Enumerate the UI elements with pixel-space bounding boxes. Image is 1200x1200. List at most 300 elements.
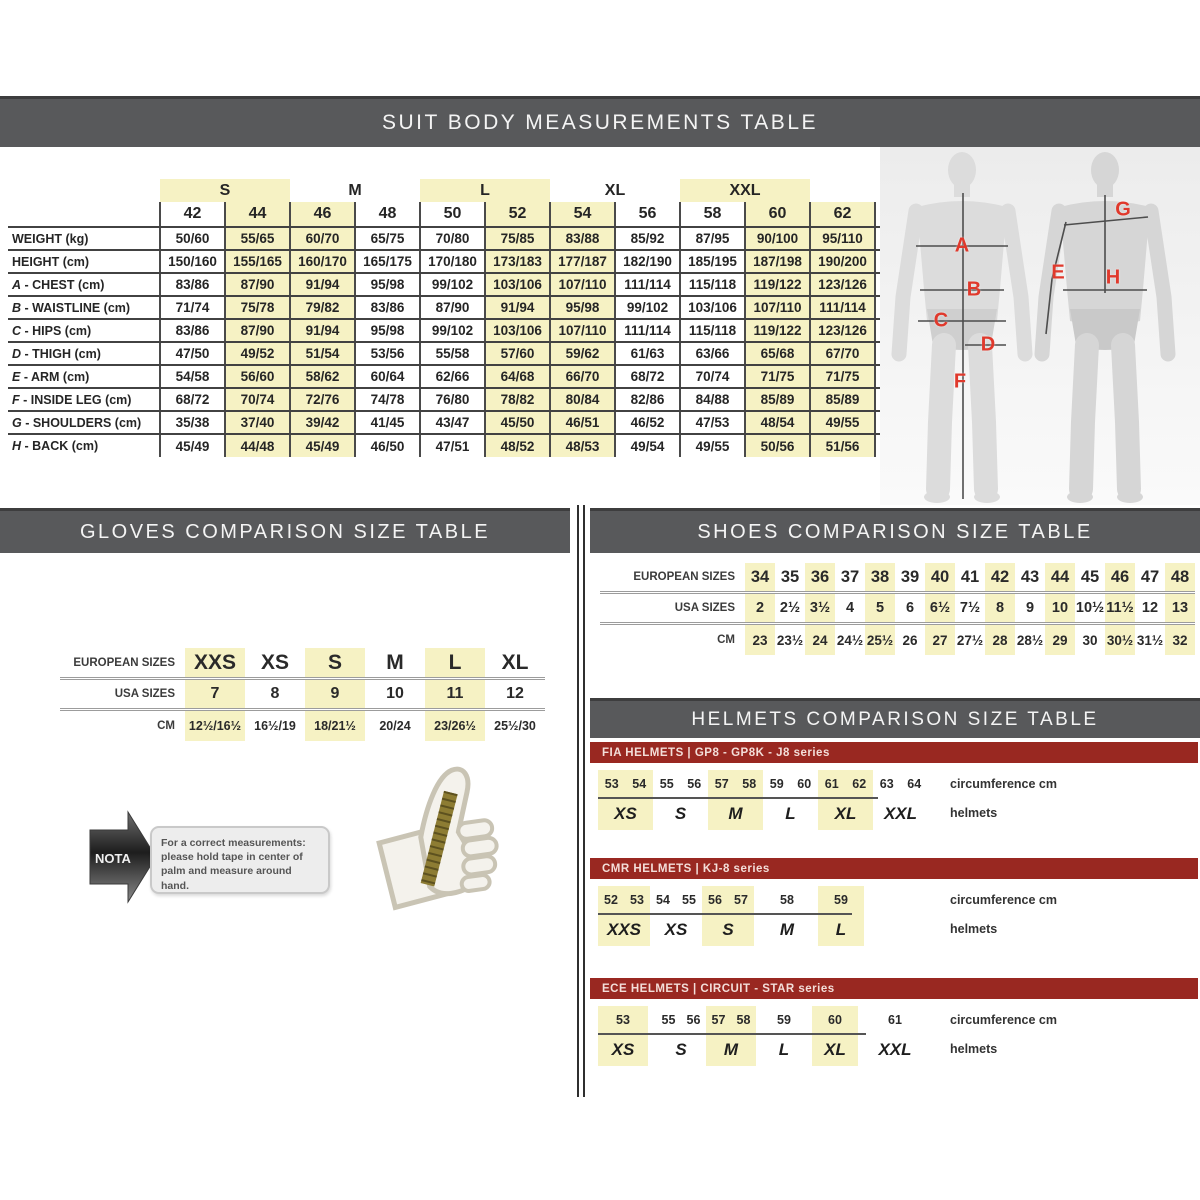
gloves-section-header	[0, 508, 570, 553]
suit-table-row	[8, 411, 940, 434]
shoes-section-header	[590, 508, 1200, 553]
suit-cell: 64/68	[485, 365, 550, 388]
helmet-size-group	[702, 886, 754, 946]
gloves-table-cell: 8	[270, 685, 280, 702]
helmet-size-value: 53	[616, 1012, 630, 1027]
helmet-size-group	[708, 770, 763, 830]
suit-cell: 80/84	[550, 388, 615, 411]
suit-row-label: G - SHOULDERS (cm)	[8, 411, 160, 434]
shoes-table-cell: 2½	[779, 600, 801, 616]
suit-cell: 44/48	[225, 434, 290, 457]
suit-cell: 45/49	[290, 434, 355, 457]
shoes-size-table	[600, 563, 1195, 655]
gloves-section-title: GLOVES COMPARISON SIZE TABLE	[79, 520, 491, 543]
helmet-size-group	[598, 1006, 648, 1066]
suit-cell: 45/49	[160, 434, 225, 457]
suit-cell: 70/80	[420, 227, 485, 250]
suit-cell: 111/114	[615, 319, 680, 342]
helmet-size-value: 59	[777, 1012, 791, 1027]
helmet-circumference-values	[598, 886, 650, 913]
helmet-size-group	[873, 770, 928, 830]
suit-cell: 91/94	[290, 319, 355, 342]
suit-size-col-50: 50	[420, 202, 485, 227]
helmet-size-group	[650, 886, 702, 946]
suit-size-col-46: 46	[290, 202, 355, 227]
helmet-table-rule	[598, 797, 878, 799]
body-measurement-figures	[880, 147, 1200, 505]
gloves-table-cell: XL	[501, 650, 529, 674]
suit-cell: 87/90	[420, 296, 485, 319]
shoes-table-cell: 46	[1105, 563, 1135, 591]
shoes-table-cell: 27	[925, 625, 955, 655]
helmet-size-value: 64	[907, 776, 922, 791]
shoes-table-cell: 2	[745, 594, 775, 622]
suit-cell: 82/86	[615, 388, 680, 411]
helmet-size-group	[818, 886, 864, 946]
shoes-section-title: SHOES COMPARISON SIZE TABLE	[697, 520, 1093, 543]
nota-text: For a correct measurements: please hold tape in center of palm and measure around hand.	[161, 837, 306, 892]
helmet-series-name: ECE HELMETS | CIRCUIT - STAR series	[602, 982, 835, 995]
suit-row-label: D - THIGH (cm)	[8, 342, 160, 365]
helmet-series-name: FIA HELMETS | GP8 - GP8K - J8 series	[602, 746, 830, 759]
shoes-table-cell: 3½	[805, 594, 835, 622]
suit-row-label: WEIGHT (kg)	[8, 227, 160, 250]
helmet-size-value: 52	[604, 892, 618, 907]
helmet-letter-size: L	[778, 1039, 790, 1059]
shoes-table-cell: 39	[900, 567, 920, 586]
shoes-table-row-label: EUROPEAN SIZES	[633, 571, 735, 583]
gloves-table-row	[60, 680, 545, 711]
suit-size-group-XL: XL	[604, 181, 626, 199]
suit-cell: 62/66	[420, 365, 485, 388]
suit-cell: 83/86	[160, 319, 225, 342]
suit-size-group-L: L	[420, 179, 550, 202]
suit-cell: 111/114	[615, 273, 680, 296]
helmet-circumference-values	[598, 770, 653, 797]
helmet-size-value: 58	[742, 776, 757, 791]
suit-cell: 111/114	[810, 296, 875, 319]
helmet-size-value: 53	[630, 892, 644, 907]
suit-table-row	[8, 296, 940, 319]
suit-cell: 60/70	[290, 227, 355, 250]
shoes-table-cell: 28½	[1016, 632, 1044, 648]
shoes-table-cell: 7½	[959, 600, 981, 616]
shoes-table-cell: 42	[985, 563, 1015, 591]
shoes-table-cell: 26	[902, 632, 918, 648]
suit-size-col-42: 42	[160, 202, 225, 227]
suit-cell: 107/110	[745, 296, 810, 319]
gloves-size-table	[60, 648, 545, 741]
suit-cell: 51/56	[810, 434, 875, 457]
suit-cell: 150/160	[160, 250, 225, 273]
suit-cell: 68/72	[615, 365, 680, 388]
suit-table-row	[8, 434, 940, 457]
suit-cell: 35/38	[160, 411, 225, 434]
helmet-size-value: 59	[834, 892, 848, 907]
helmet-size-value: 55	[659, 776, 674, 791]
suit-cell: 45/50	[485, 411, 550, 434]
suit-cell: 85/92	[615, 227, 680, 250]
shoes-table-cell: 32	[1165, 625, 1195, 655]
helmets-section-header	[590, 698, 1200, 738]
helmet-circumference-values	[598, 1006, 648, 1033]
suit-cell: 95/110	[810, 227, 875, 250]
suit-cell: 119/122	[745, 319, 810, 342]
helmet-letter-size: XS	[664, 919, 688, 939]
helmet-size-group	[764, 1006, 804, 1066]
thumb-measure-icon	[362, 765, 512, 920]
suit-cell: 50/56	[745, 434, 810, 457]
helmet-size-group	[706, 1006, 756, 1066]
mannequin-illustration	[880, 147, 1200, 505]
shoes-table-cell: 30½	[1105, 625, 1135, 655]
helmet-letter-size: XS	[611, 1039, 635, 1059]
helmet-size-value: 61	[888, 1012, 902, 1027]
figure-letter-E: E	[1051, 261, 1065, 284]
suit-cell: 115/118	[680, 273, 745, 296]
suit-cell: 165/175	[355, 250, 420, 273]
helmet-size-group	[812, 1006, 858, 1066]
suit-cell: 63/66	[680, 342, 745, 365]
shoes-table-cell: 5	[865, 594, 895, 622]
helmet-size-value: 55	[682, 892, 696, 907]
shoes-table-cell: 10½	[1075, 600, 1105, 616]
svg-text:NOTA: NOTA	[95, 851, 131, 866]
shoes-table-cell: 6	[905, 600, 915, 616]
helmet-circumference-values	[873, 770, 928, 797]
suit-cell: 78/82	[485, 388, 550, 411]
suit-cell: 103/106	[485, 319, 550, 342]
shoes-table-cell: 28	[985, 625, 1015, 655]
suit-size-col-60: 60	[745, 202, 810, 227]
suit-row-label: B - WAISTLINE (cm)	[8, 296, 160, 319]
suit-cell: 107/110	[550, 273, 615, 296]
suit-cell: 119/122	[745, 273, 810, 296]
gloves-table-cell: 10	[386, 685, 404, 702]
suit-cell: 91/94	[290, 273, 355, 296]
shoes-table-cell: 10	[1045, 594, 1075, 622]
suit-cell: 57/60	[485, 342, 550, 365]
helmet-letter-size: XXS	[606, 919, 642, 939]
helmet-size-value: 54	[656, 892, 670, 907]
figure-letter-H: H	[1105, 266, 1121, 289]
suit-size-col-62: 62	[810, 202, 875, 227]
helmet-size-value: 62	[852, 776, 867, 791]
suit-cell: 58/62	[290, 365, 355, 388]
gloves-table-row-label: USA SIZES	[114, 688, 175, 700]
suit-row-label: HEIGHT (cm)	[8, 250, 160, 273]
shoes-table-row-label: CM	[717, 634, 735, 646]
suit-cell: 95/98	[550, 296, 615, 319]
suit-cell: 54/58	[160, 365, 225, 388]
helmet-table-rule	[598, 1033, 866, 1035]
shoes-table-cell: 23½	[776, 632, 804, 648]
shoes-table-cell: 31½	[1136, 632, 1164, 648]
suit-cell: 123/126	[810, 273, 875, 296]
gloves-table-cell: 23/26½	[425, 711, 485, 741]
suit-cell: 84/88	[680, 388, 745, 411]
shoes-table-cell: 13	[1165, 594, 1195, 622]
suit-size-col-52: 52	[485, 202, 550, 227]
suit-size-group-M: M	[348, 181, 362, 199]
suit-cell: 115/118	[680, 319, 745, 342]
gloves-table-cell: 7	[185, 680, 245, 708]
suit-cell: 65/68	[745, 342, 810, 365]
shoes-table-cell: 9	[1025, 600, 1035, 616]
shoes-table-cell: 8	[985, 594, 1015, 622]
helmet-size-group	[598, 886, 650, 946]
figure-letter-D: D	[980, 333, 996, 356]
shoes-table-cell: 38	[865, 563, 895, 591]
suit-cell: 83/88	[550, 227, 615, 250]
helmets-label: helmets	[950, 922, 998, 936]
suit-cell: 83/86	[160, 273, 225, 296]
helmet-size-group	[764, 886, 810, 946]
gloves-table-cell: 20/24	[379, 719, 411, 733]
helmet-circumference-values	[706, 1006, 756, 1033]
suit-cell: 46/50	[355, 434, 420, 457]
helmet-circumference-values	[764, 1006, 804, 1033]
helmet-size-value: 56	[687, 776, 702, 791]
helmet-letter-size: XL	[824, 1039, 846, 1059]
helmet-size-rows	[598, 770, 928, 830]
helmet-size-value: 58	[780, 892, 794, 907]
shoes-table-cell: 48	[1165, 563, 1195, 591]
suit-cell: 187/198	[745, 250, 810, 273]
suit-cell: 123/126	[810, 319, 875, 342]
suit-cell: 60/64	[355, 365, 420, 388]
suit-cell: 99/102	[420, 319, 485, 342]
helmet-table-rule	[598, 913, 852, 915]
helmet-size-value: 56	[686, 1012, 701, 1027]
suit-cell: 182/190	[615, 250, 680, 273]
shoes-table-cell: 30	[1082, 632, 1098, 648]
shoes-table-cell: 41	[960, 567, 980, 586]
suit-table-row	[8, 365, 940, 388]
suit-cell: 67/70	[810, 342, 875, 365]
suit-cell: 56/60	[225, 365, 290, 388]
gloves-table-row	[60, 648, 545, 680]
suit-cell: 87/90	[225, 319, 290, 342]
suit-cell: 79/82	[290, 296, 355, 319]
circumference-label: circumference cm	[950, 893, 1058, 907]
helmet-series-bar	[590, 742, 1198, 763]
suit-cell: 185/195	[680, 250, 745, 273]
suit-cell: 71/75	[745, 365, 810, 388]
shoes-table-cell: 29	[1045, 625, 1075, 655]
suit-cell: 55/58	[420, 342, 485, 365]
suit-cell: 59/62	[550, 342, 615, 365]
gloves-table-cell: 25½/30	[494, 719, 536, 733]
suit-cell: 190/200	[810, 250, 875, 273]
suit-cell: 37/40	[225, 411, 290, 434]
gloves-table-cell: XS	[260, 650, 289, 674]
suit-cell: 85/89	[810, 388, 875, 411]
suit-cell: 47/50	[160, 342, 225, 365]
helmet-size-value: 57	[711, 1012, 726, 1027]
suit-cell: 74/78	[355, 388, 420, 411]
shoes-table-row-label: USA SIZES	[674, 602, 735, 614]
gloves-table-cell: XXS	[185, 648, 245, 677]
suit-cell: 103/106	[680, 296, 745, 319]
helmet-letter-size: S	[674, 803, 687, 823]
helmet-size-value: 61	[824, 776, 839, 791]
nota-text-box	[150, 826, 330, 894]
helmet-size-value: 57	[714, 776, 729, 791]
shoes-table-cell: 35	[780, 567, 800, 586]
figure-letter-F: F	[953, 370, 967, 393]
shoes-table-row	[600, 594, 1195, 625]
suit-cell: 87/90	[225, 273, 290, 296]
shoes-table-cell: 11½	[1105, 594, 1135, 622]
gloves-table-cell: 11	[425, 680, 485, 708]
shoes-table-cell: 6½	[925, 594, 955, 622]
suit-cell: 99/102	[420, 273, 485, 296]
figure-letter-B: B	[966, 278, 982, 301]
suit-cell: 48/54	[745, 411, 810, 434]
suit-cell: 70/74	[225, 388, 290, 411]
helmet-circumference-values	[650, 886, 702, 913]
suit-cell: 65/75	[355, 227, 420, 250]
suit-cell: 173/183	[485, 250, 550, 273]
suit-cell: 43/47	[420, 411, 485, 434]
suit-row-label: E - ARM (cm)	[8, 365, 160, 388]
suit-cell: 47/51	[420, 434, 485, 457]
helmet-size-value: 56	[708, 892, 722, 907]
helmet-size-group	[870, 1006, 920, 1066]
helmet-letter-size: S	[722, 919, 734, 939]
suit-cell: 85/89	[745, 388, 810, 411]
helmet-letter-size: XS	[614, 803, 637, 823]
shoes-table-cell: 47	[1140, 567, 1160, 586]
suit-cell: 46/51	[550, 411, 615, 434]
suit-cell: 91/94	[485, 296, 550, 319]
suit-cell: 49/52	[225, 342, 290, 365]
helmet-letter-size: M	[728, 803, 743, 823]
suit-measurements-table	[8, 179, 940, 457]
suit-cell: 47/53	[680, 411, 745, 434]
helmet-size-value: 59	[769, 776, 784, 791]
helmet-letter-size: M	[723, 1039, 739, 1059]
suit-size-group-XXL: XXL	[680, 179, 810, 202]
shoes-table-cell: 40	[925, 563, 955, 591]
helmet-letter-size: XXL	[878, 1039, 912, 1059]
suit-row-label: F - INSIDE LEG (cm)	[8, 388, 160, 411]
suit-cell: 177/187	[550, 250, 615, 273]
suit-table-row	[8, 388, 940, 411]
helmets-label: helmets	[950, 806, 998, 820]
suit-cell: 51/54	[290, 342, 355, 365]
gloves-table-cell: 16½/19	[254, 719, 296, 733]
suit-cell: 72/76	[290, 388, 355, 411]
suit-cell: 61/63	[615, 342, 680, 365]
suit-cell: 55/65	[225, 227, 290, 250]
helmet-letter-size: L	[785, 803, 796, 823]
suit-cell: 155/165	[225, 250, 290, 273]
suit-cell: 95/98	[355, 273, 420, 296]
suit-cell: 95/98	[355, 319, 420, 342]
helmet-letter-size: S	[675, 1039, 687, 1059]
section-divider-line	[577, 505, 579, 1097]
helmet-size-rows	[598, 886, 864, 946]
helmet-circumference-values	[764, 886, 810, 913]
suit-cell: 71/74	[160, 296, 225, 319]
suit-cell: 49/55	[810, 411, 875, 434]
circumference-label: circumference cm	[950, 777, 1058, 791]
helmet-size-group	[818, 770, 873, 830]
helmet-circumference-values	[656, 1006, 706, 1033]
gloves-table-cell: 12½/16½	[185, 711, 245, 741]
helmet-size-group	[763, 770, 818, 830]
suit-table-row	[8, 273, 940, 296]
suit-cell: 75/78	[225, 296, 290, 319]
suit-cell: 71/75	[810, 365, 875, 388]
helmets-section-title: HELMETS COMPARISON SIZE TABLE	[691, 708, 1099, 730]
helmet-size-value: 53	[604, 776, 619, 791]
suit-table-row	[8, 227, 940, 250]
helmets-label: helmets	[950, 1042, 998, 1056]
shoes-table-cell: 27½	[956, 632, 984, 648]
suit-cell: 39/42	[290, 411, 355, 434]
shoes-table-cell: 37	[840, 567, 860, 586]
suit-section-header	[0, 96, 1200, 147]
suit-cell: 48/53	[550, 434, 615, 457]
suit-size-col-58: 58	[680, 202, 745, 227]
helmet-size-rows	[598, 1006, 920, 1066]
suit-cell: 48/52	[485, 434, 550, 457]
suit-cell: 53/56	[355, 342, 420, 365]
helmet-series-name: CMR HELMETS | KJ-8 series	[602, 862, 770, 875]
suit-cell: 41/45	[355, 411, 420, 434]
helmet-circumference-values	[818, 886, 864, 913]
gloves-table-row	[60, 711, 545, 741]
helmet-letter-size: L	[835, 919, 847, 939]
gloves-table-cell: M	[386, 650, 404, 674]
shoes-table-cell: 45	[1080, 567, 1100, 586]
suit-cell: 50/60	[160, 227, 225, 250]
helmet-size-value: 55	[661, 1012, 676, 1027]
gloves-table-cell: 18/21½	[305, 711, 365, 741]
suit-row-label: H - BACK (cm)	[8, 434, 160, 457]
figure-letter-C: C	[933, 309, 949, 332]
helmet-circumference-values	[818, 770, 873, 797]
shoes-table-cell: 23	[745, 625, 775, 655]
helmet-letter-size: XXL	[883, 803, 918, 823]
shoes-table-cell: 24	[805, 625, 835, 655]
gloves-table-cell: S	[305, 648, 365, 677]
suit-size-col-48: 48	[355, 202, 420, 227]
suit-size-col-54: 54	[550, 202, 615, 227]
figure-letter-A: A	[954, 234, 970, 257]
suit-cell: 107/110	[550, 319, 615, 342]
suit-size-group-spacer	[8, 179, 160, 202]
shoes-table-cell: 4	[845, 600, 855, 616]
helmet-letter-size: XL	[834, 803, 857, 823]
suit-table-row	[8, 250, 940, 273]
suit-cell: 76/80	[420, 388, 485, 411]
gloves-table-cell: 12	[506, 685, 524, 702]
suit-cell: 75/85	[485, 227, 550, 250]
suit-cell: 90/100	[745, 227, 810, 250]
shoes-table-cell: 43	[1020, 567, 1040, 586]
helmet-size-group	[653, 770, 708, 830]
suit-cell: 160/170	[290, 250, 355, 273]
shoes-table-cell: 36	[805, 563, 835, 591]
suit-size-group-spacer	[810, 179, 875, 202]
shoes-table-cell: 12	[1141, 600, 1159, 616]
helmet-size-value: 60	[797, 776, 812, 791]
gloves-table-row-label: CM	[157, 720, 175, 732]
